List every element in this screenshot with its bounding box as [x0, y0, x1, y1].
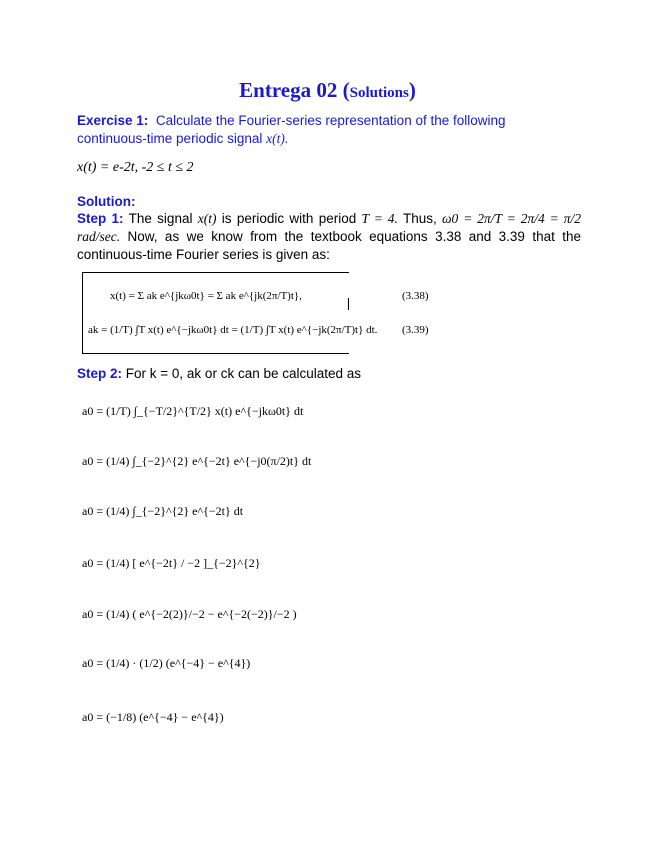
- title-small: Solutions: [349, 85, 409, 101]
- exercise-statement: [77, 112, 547, 148]
- title-main: Entrega 02 (: [239, 78, 350, 102]
- math-line-6: a0 = (1/4) · (1/2) (e^{−4} − e^{4}): [82, 656, 251, 670]
- exercise-label: Exercise 1:: [77, 113, 149, 128]
- solution-label: Solution:: [77, 194, 136, 209]
- step2-label: Step 2:: [77, 366, 123, 381]
- step1-text-d: Now, as we know from the textbook equations 3.38 and 3.39 that the continuous-time Fourier series is given as:: [77, 229, 581, 262]
- math-line-2: a0 = (1/4) ∫_{−2}^{2} e^{−2t} e^{−j0(π/2)t} dt: [82, 454, 312, 468]
- step1-paragraph: [77, 210, 581, 264]
- equation-box: [82, 272, 349, 354]
- exercise-signal-name: x(t).: [266, 131, 289, 146]
- equation-3-38-number: (3.38): [402, 290, 429, 302]
- signal-definition: x(t) = e-2t, -2 ≤ t ≤ 2: [77, 160, 194, 175]
- page-title: [0, 78, 655, 103]
- step1-period: T = 4.: [361, 211, 398, 226]
- math-line-5: a0 = (1/4) ( e^{−2(2)}/−2 − e^{−2(−2)}/−2 ): [82, 607, 297, 621]
- exercise-text: Calculate the Fourier-series representation of the following continuous-time periodic signal: [77, 113, 506, 146]
- equation-box-tick: [348, 298, 349, 310]
- math-line-7: a0 = (−1/8) (e^{−4} − e^{4}): [82, 710, 224, 724]
- step1-text-b: is periodic with period: [221, 211, 357, 226]
- math-line-4: a0 = (1/4) [ e^{−2t} / −2 ]_{−2}^{2}: [82, 556, 261, 570]
- equation-3-39: ak = (1/T) ∫T x(t) e^{−jkω0t} dt = (1/T) ∫T x(t) e^{−jk(2π/T)t} dt.: [88, 324, 378, 336]
- math-line-1: a0 = (1/T) ∫_{−T/2}^{T/2} x(t) e^{−jkω0t} dt: [82, 404, 304, 418]
- equation-3-38: x(t) = Σ ak e^{jkω0t} = Σ ak e^{jk(2π/T)t},: [110, 290, 302, 302]
- math-line-3: a0 = (1/4) ∫_{−2}^{2} e^{−2t} dt: [82, 504, 244, 518]
- equation-3-39-number: (3.39): [402, 324, 429, 336]
- step2-paragraph: [77, 365, 361, 383]
- step1-text-a: The signal: [128, 211, 193, 226]
- title-close: ): [408, 78, 416, 102]
- step1-omega: ω0 = 2π/T = 2π/4 = π/2 rad/sec.: [77, 211, 581, 244]
- step1-text-c: Thus,: [402, 211, 437, 226]
- step1-label: Step 1:: [77, 211, 124, 226]
- step1-signal: x(t): [197, 211, 217, 226]
- step2-text: For k = 0, ak or ck can be calculated as: [125, 366, 362, 381]
